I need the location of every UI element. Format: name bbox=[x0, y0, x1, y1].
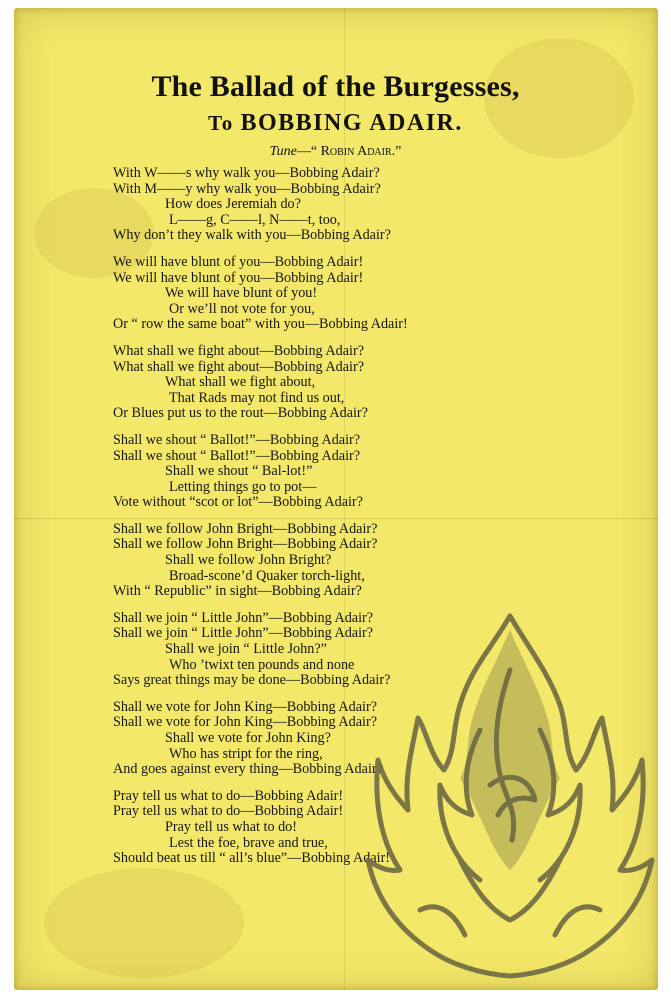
paper-stain bbox=[44, 868, 244, 978]
verse-line: Shall we join “ Little John?” bbox=[165, 641, 327, 658]
verse-line: What shall we fight about—Bobbing Adair? bbox=[113, 342, 364, 359]
flame-stamp-icon bbox=[360, 610, 660, 980]
verse-line: Pray tell us what to do—Bobbing Adair! bbox=[113, 803, 344, 820]
verse-line: Shall we join “ Little John”—Bobbing Adair? bbox=[113, 625, 374, 642]
verse-line: Or “ row the same boat” with you—Bobbing Adair! bbox=[113, 316, 408, 333]
verse-line: Lest the foe, brave and true, bbox=[169, 834, 328, 851]
verse-line: We will have blunt of you! bbox=[165, 285, 318, 302]
verse-line: And goes against every thing—Bobbing Adair? bbox=[113, 761, 383, 778]
verse-line: What shall we fight about, bbox=[165, 374, 316, 391]
ballad-subtitle bbox=[0, 110, 671, 137]
verse-line: Vote without “scot or lot”—Bobbing Adair? bbox=[113, 494, 363, 511]
verse-line: L——g, C——l, N——t, too, bbox=[169, 211, 341, 228]
stanza bbox=[113, 522, 543, 600]
tune-name: Robin Adair.” bbox=[320, 144, 402, 159]
subtitle-main: BOBBING ADAIR. bbox=[240, 110, 463, 136]
verse-line: Or we’ll not vote for you, bbox=[169, 300, 315, 317]
verse-line: Shall we vote for John King? bbox=[165, 730, 331, 746]
verse-line: We will have blunt of you—Bobbing Adair! bbox=[113, 253, 364, 270]
verse-line: Who ’twixt ten pounds and none bbox=[169, 656, 355, 673]
stanza bbox=[113, 433, 543, 511]
stanza bbox=[113, 344, 543, 422]
verse-line: Broad-scone’d Quaker torch-light, bbox=[169, 567, 365, 584]
verse-line: With “ Republic” in sight—Bobbing Adair? bbox=[113, 583, 362, 600]
verse-line: Shall we vote for John King—Bobbing Adair? bbox=[113, 714, 378, 731]
tune-separator: —“ bbox=[296, 144, 318, 159]
verse-line: We will have blunt of you—Bobbing Adair! bbox=[113, 269, 364, 286]
verse-line: Or Blues put us to the rout—Bobbing Adair? bbox=[113, 405, 368, 422]
verse-line: Should beat us till “ all’s blue”—Bobbing Adair! bbox=[113, 850, 391, 867]
verse-line: Shall we shout “ Ballot!”—Bobbing Adair? bbox=[113, 447, 361, 464]
verse-line: Letting things go to pot— bbox=[169, 478, 317, 495]
stanza bbox=[113, 255, 543, 333]
verse-line: With W——s why walk you—Bobbing Adair? bbox=[113, 165, 380, 181]
tune-line bbox=[0, 144, 671, 160]
verse-line: That Rads may not find us out, bbox=[169, 389, 345, 406]
tune-label: Tune bbox=[269, 144, 297, 159]
verse-line: Why don’t they walk with you—Bobbing Adair? bbox=[113, 227, 391, 244]
verse-line: Says great things may be done—Bobbing Adair? bbox=[113, 672, 391, 689]
stanza bbox=[113, 166, 543, 244]
verse-line: Shall we shout “ Bal-lot!” bbox=[165, 463, 313, 480]
verse-line: Who has stript for the ring, bbox=[169, 745, 323, 762]
verse-line: How does Jeremiah do? bbox=[165, 196, 301, 213]
subtitle-prefix: To bbox=[208, 111, 234, 135]
verse-line: Shall we shout “ Ballot!”—Bobbing Adair? bbox=[113, 431, 361, 448]
verse-line: Shall we follow John Bright—Bobbing Adair? bbox=[113, 520, 378, 537]
verse-line: Shall we join “ Little John”—Bobbing Adair? bbox=[113, 609, 374, 626]
ballad-title: The Ballad of the Burgesses, bbox=[151, 70, 520, 103]
verse-line: Pray tell us what to do! bbox=[165, 818, 298, 835]
verse-line: Shall we vote for John King—Bobbing Adair? bbox=[113, 698, 378, 715]
verse-line: Shall we follow John Bright? bbox=[165, 552, 332, 569]
verse-line: Pray tell us what to do—Bobbing Adair! bbox=[113, 787, 344, 804]
verse-line: With M——y why walk you—Bobbing Adair? bbox=[113, 180, 381, 197]
verse-line: What shall we fight about—Bobbing Adair? bbox=[113, 358, 364, 375]
verse-line: Shall we follow John Bright—Bobbing Adair? bbox=[113, 536, 378, 553]
